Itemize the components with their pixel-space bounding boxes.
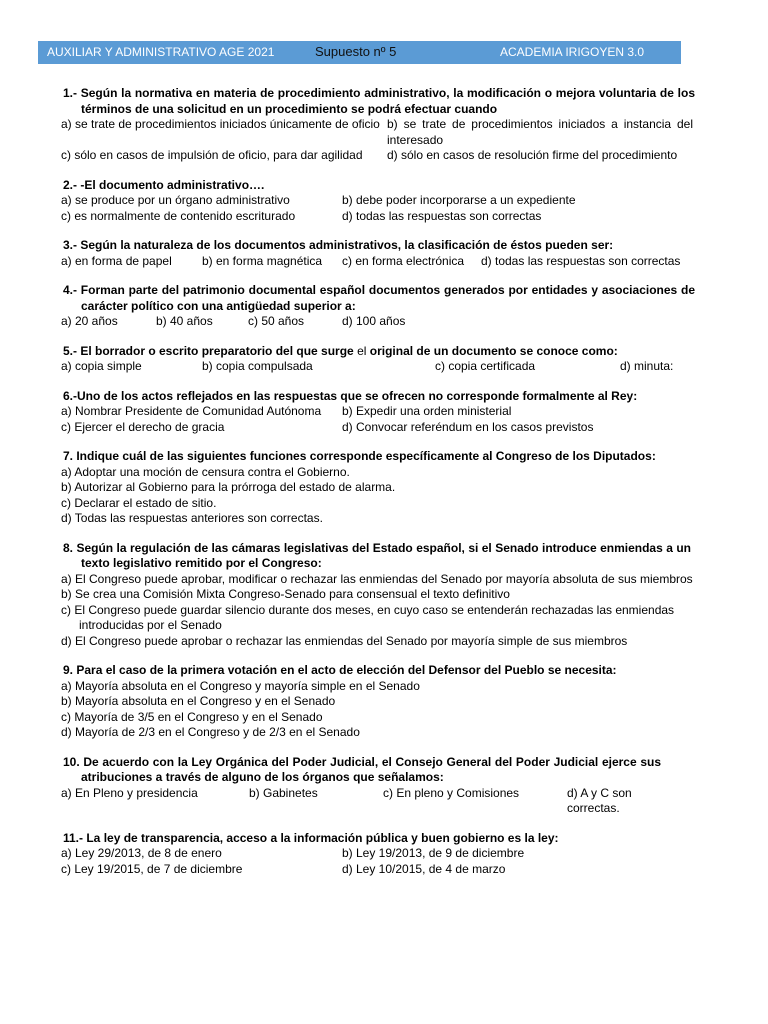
option-d: d) todas las respuestas son correctas [342,208,542,223]
header-exercise: Supuesto nº 5 [315,44,397,59]
option-c: c) Ley 19/2015, de 7 de diciembre [61,861,243,876]
option-a: a) se produce por un órgano administrativo [61,193,290,207]
question-title: 4.- Forman parte del patrimonio documental español documentos generados por entidades y asociaciones de carácter político con una antigüedad superior a: [63,283,695,313]
option-d: d) Todas las respuestas anteriores son correctas. [61,511,323,525]
option-a: a) Adoptar una moción de censura contra el Gobierno. [61,464,350,479]
option-c: c) Ejercer el derecho de gracia [61,419,225,434]
question-title: 5.- El borrador o escrito preparatorio del que surge el original de un documento se conoce como: [63,343,618,358]
option-c: c) Mayoría de 3/5 en el Congreso y en el Senado [61,709,323,724]
option-c: c) Declarar el estado de sitio. [61,495,217,510]
option-d: d) sólo en casos de resolución firme del procedimiento [387,148,678,162]
option-b: b) Gabinetes [249,785,318,800]
option-a: a) se trate de procedimientos iniciados únicamente de oficio [61,117,380,131]
option-c: c) copia certificada [435,359,536,373]
option-b: b) debe poder incorporarse a un expediente [342,193,576,207]
question-4 [63,283,695,330]
question-8 [63,541,695,650]
option-b: b) copia compulsada [202,359,313,373]
option-c: c) 50 años [248,314,305,328]
option-a: a) Ley 29/2013, de 8 de enero [61,846,222,860]
question-title: 3.- Según la naturaleza de los documentos administrativos, la clasificación de éstos pueden ser: [63,238,614,252]
document-header [38,41,681,64]
option-a: a) copia simple [61,359,142,373]
option-c: c) El Congreso puede guardar silencio durante dos meses, en cuyo caso se entenderán rechazadas las enmiendas introducidas por el Senado [61,602,675,632]
option-d: d) todas las respuestas son correctas [481,253,681,268]
option-d: d) Ley 10/2015, de 4 de marzo [342,861,506,876]
option-a: a) Nombrar Presidente de Comunidad Autónoma [61,404,322,418]
option-c: c) En pleno y Comisiones [383,785,520,800]
option-d: d) Convocar referéndum en los casos previstos [342,419,594,434]
option-c: c) en forma electrónica [342,253,465,268]
option-a: a) en forma de papel [61,253,172,268]
question-10 [63,755,695,817]
option-c: c) es normalmente de contenido escriturado [61,208,296,223]
question-title: 9. Para el caso de la primera votación en el acto de elección del Defensor del Pueblo se necesita: [63,663,617,677]
question-9 [63,663,695,741]
question-6 [63,389,695,436]
option-b: b) 40 años [156,314,213,328]
header-academy: ACADEMIA IRIGOYEN 3.0 [500,45,645,59]
question-title: 2.- -El documento administrativo…. [63,177,265,192]
option-d: d) 100 años [342,314,406,328]
option-b: b) se trate de procedimientos iniciados a instancia del interesado [387,117,693,147]
option-d: d) minuta: [620,359,674,373]
option-b: b) Expedir una orden ministerial [342,404,512,418]
question-11 [63,831,695,878]
option-d: d) A y C son correctas. [567,785,632,815]
option-a: a) El Congreso puede aprobar, modificar o rechazar las enmiendas del Senado por mayoría absoluta de sus miembros [61,571,693,586]
option-d: d) Mayoría de 2/3 en el Congreso y de 2/3 en el Senado [61,725,360,739]
question-3 [63,238,695,269]
option-b: b) en forma magnética [202,253,323,268]
option-a: a) Mayoría absoluta en el Congreso y mayoría simple en el Senado [61,678,420,693]
option-b: b) Autorizar al Gobierno para la prórroga del estado de alarma. [61,480,396,494]
question-7 [63,449,695,527]
question-5 [63,344,695,375]
question-list [63,86,695,891]
option-a: a) 20 años [61,314,118,328]
header-course: AUXILIAR Y ADMINISTRATIVO AGE 2021 [47,45,275,59]
question-title: 7. Indique cuál de las siguientes funciones corresponde específicamente al Congreso de los Diputados: [63,449,656,463]
question-2 [63,178,695,225]
option-c: c) sólo en casos de impulsión de oficio, para dar agilidad [61,148,363,162]
option-b: b) Se crea una Comisión Mixta Congreso-Senado para consensual el texto definitivo [61,587,510,601]
question-title: 10. De acuerdo con la Ley Orgánica del Poder Judicial, el Consejo General del Poder Judicial ejerce sus atribuciones a través de alguno de los órganos que señalamos: [63,754,661,784]
question-title: 6.-Uno de los actos reflejados en las respuestas que se ofrecen no corresponde formalmente al Rey: [63,388,638,403]
question-title: 8. Según la regulación de las cámaras legislativas del Estado español, si el Senado introduce enmiendas a un texto legislativo remitido por el Congreso: [63,540,691,570]
question-title: 11.- La ley de transparencia, acceso a la información pública y buen gobierno es la ley: [63,830,559,845]
option-d: d) El Congreso puede aprobar o rechazar las enmiendas del Senado por mayoría simple de sus miembros [61,633,628,648]
question-1 [63,86,695,164]
option-b: b) Mayoría absoluta en el Congreso y en el Senado [61,694,336,708]
option-a: a) En Pleno y presidencia [61,785,198,800]
option-b: b) Ley 19/2013, de 9 de diciembre [342,846,525,860]
question-title: 1.- Según la normativa en materia de procedimiento administrativo, la modificación o mejora voluntaria de los términos de una solicitud en un procedimiento se podrá efectuar cuando [63,86,695,116]
